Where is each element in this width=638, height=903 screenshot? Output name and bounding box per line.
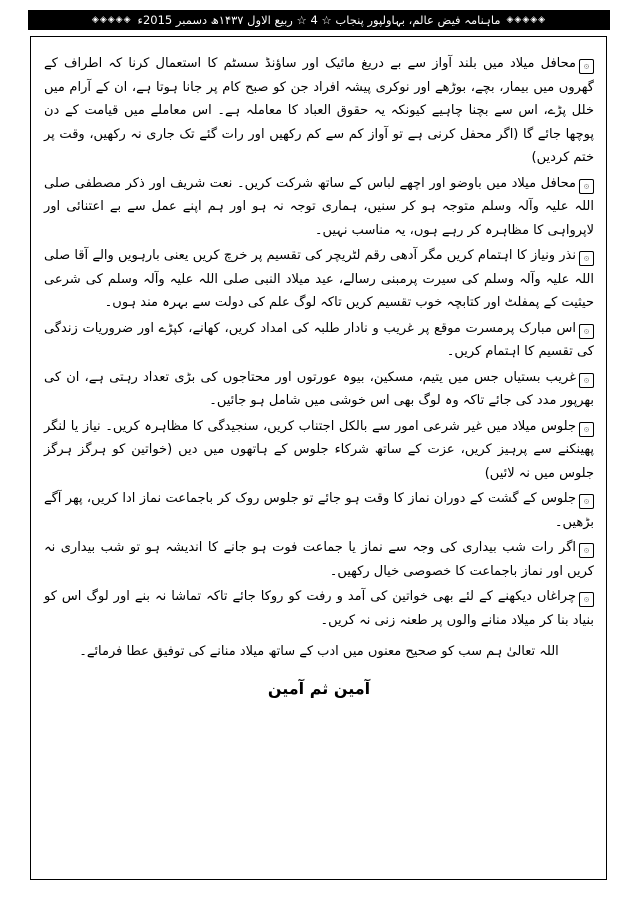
bullet-icon: ۞ xyxy=(579,179,594,194)
paragraph-8: ۞اگر رات شب بیداری کی وجہ سے نماز یا جماعت فوت ہو جانے کا اندیشہ ہو تو شب بیداری نہ کریں اور نماز باجماعت کا خصوصی خیال رکھیں۔ xyxy=(44,540,594,579)
bullet-icon: ۞ xyxy=(579,422,594,437)
closing-prayer: اللہ تعالیٰ ہم سب کو صحیح معنوں میں ادب کے ساتھ میلاد منانے کی توفیق عطا فرمائے۔ xyxy=(79,644,559,659)
bullet-icon: ۞ xyxy=(579,592,594,607)
header-ornament-left: ◈◈◈◈◈ xyxy=(91,15,132,25)
bullet-icon: ۞ xyxy=(579,59,594,74)
paragraph-3: ۞نذر ونیاز کا اہتمام کریں مگر آدھی رقم لٹریچر کی تقسیم پر خرچ کریں یعنی بارہویں والے آقا صلی اللہ علیہ وآلہ وسلم کی سیرت پرمبنی رسالے، عید میلاد النبی صلی اللہ علیہ وآلہ وسلم کی شرعی حیثیت کے پمفلٹ اور کتابچہ خوب تقسیم کریں تاکہ لوگ علم کی دولت سے بہرہ مند ہوں۔ xyxy=(44,248,594,310)
bullet-icon: ۞ xyxy=(579,494,594,509)
paragraph-6: ۞جلوس میلاد میں غیر شرعی امور سے بالکل اجتناب کریں، سنجیدگی کا مظاہرہ کریں۔ نیاز یا لنگر پھینکنے سے پرہیز کریں، عزت کے ساتھ شرکاء جلوس کے ہاتھوں میں دیں (خواتین کو ہرگز ہرگز جلوس میں نہ لائیں) xyxy=(44,418,594,481)
header-bar xyxy=(28,10,610,30)
paragraph-5: ۞غریب بستیاں جس میں یتیم، مسکین، بیوہ عورتوں اور محتاجوں کی بڑی تعداد رہتی ہے، ان کی بھرپور مدد کی جائے تاکہ وہ لوگ بھی اس خوشی میں شامل ہو جائیں۔ xyxy=(44,369,594,408)
paragraph-4: ۞اس مبارک پرمسرت موقع پر غریب و نادار طلبہ کی امداد کریں، کھانے، کپڑے اور ضروریات زندگی کی تقسیم کا اہتمام کریں۔ xyxy=(44,320,594,359)
bullet-icon: ۞ xyxy=(579,324,594,339)
bullet-icon: ۞ xyxy=(579,251,594,266)
paragraph-2: ۞محافل میلاد میں باوضو اور اچھے لباس کے ساتھ شرکت کریں۔ نعت شریف اور ذکر مصطفی صلی اللہ علیہ وآلہ وسلم متوجہ ہو کر سنیں، ہماری توجہ نہ ہو اور ہم اپنے عمل سے بے اعتنائی اور لاپرواہی کا مظاہرہ کر رہے ہوں، یہ مناسب نہیں۔ xyxy=(44,175,594,238)
article-body xyxy=(44,52,594,716)
paragraph-1: ۞محافل میلاد میں بلند آواز سے بے دریغ مائیک اور ساؤنڈ سسٹم کا استعمال کرنا کہ اطراف کے گھروں میں بیمار، بچے، بوڑھے اور نوکری پیشہ افراد جن کو صبح کام پر جانا ہوتا ہے، ان کے آرام میں خلل پڑے، اس سے بچنا چاہیے کیونکہ یہ حقوق العباد کا معاملہ ہے۔ اس معاملے میں قیامت کے دن پوچھا جائے گا (اگر محفل کرنی ہے تو آواز کم سے کم رکھیں اور رات گئے تک جاری نہ رکھیں، وقت پر ختم کردیں) xyxy=(44,56,594,165)
paragraph-9: ۞چراغاں دیکھنے کے لئے بھی خواتین کی آمد و رفت کو روکا جائے تاکہ تماشا نہ بنے اور لوگ اس کو بنیاد بنا کر میلاد منانے والوں پر طعنہ زنی نہ کریں۔ xyxy=(44,589,594,628)
header-text: ماہنامہ فیض عالم، بہاولپور پنجاب ☆ 4 ☆ ربیع الاول ۱۴۳۷ھ دسمبر 2015ء xyxy=(137,13,501,27)
amin-text: آمین ثم آمین xyxy=(267,678,371,698)
header-ornament-right: ◈◈◈◈◈ xyxy=(506,15,547,25)
paragraph-7: ۞جلوس کے گشت کے دوران نماز کا وقت ہو جائے تو جلوس روک کر باجماعت نماز ادا کریں، پھر آگے بڑھیں۔ xyxy=(44,491,594,530)
bullet-icon: ۞ xyxy=(579,373,594,388)
bullet-icon: ۞ xyxy=(579,543,594,558)
